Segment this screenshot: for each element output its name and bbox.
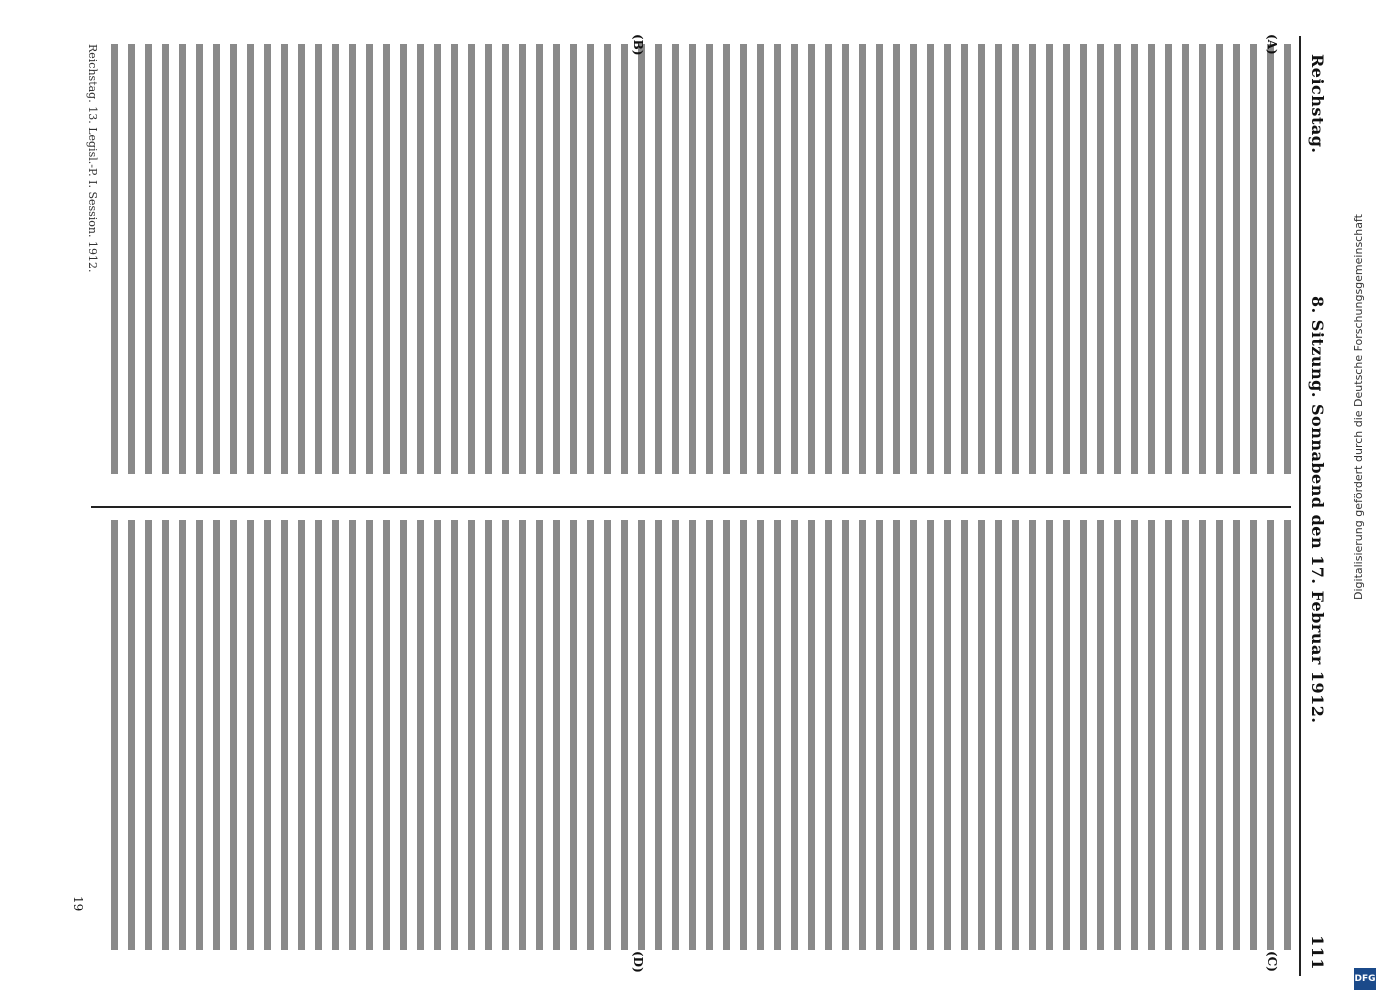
- header-page-number: 111: [1308, 935, 1327, 970]
- margin-marker-b: (B): [631, 34, 645, 56]
- header-left: Reichstag.: [1308, 54, 1327, 154]
- column-divider: [91, 506, 1291, 508]
- dfg-logo: DFG: [1354, 968, 1376, 990]
- text-column-left: [111, 44, 1291, 474]
- header-rule: [1299, 36, 1301, 976]
- header-center: 8. Sitzung. Sonnabend den 17. Februar 1912.: [1308, 296, 1327, 724]
- text-lines-right: [111, 520, 1291, 950]
- margin-marker-a: (A): [1265, 34, 1279, 55]
- margin-marker-c: (C): [1265, 951, 1279, 972]
- running-header: [1301, 36, 1327, 976]
- text-lines-left: [111, 44, 1291, 474]
- footer-page-number: 19: [71, 896, 85, 912]
- text-column-right: [111, 520, 1291, 950]
- footer: Reichstag. 13. Legisl.-P. I. Session. 1912.: [86, 44, 99, 273]
- margin-marker-d: (D): [631, 951, 645, 973]
- rotated-document-sheet: [55, 36, 1335, 976]
- digitization-watermark: Digitalisierung gefördert durch die Deutsche Forschungsgemeinschaft: [1352, 214, 1365, 600]
